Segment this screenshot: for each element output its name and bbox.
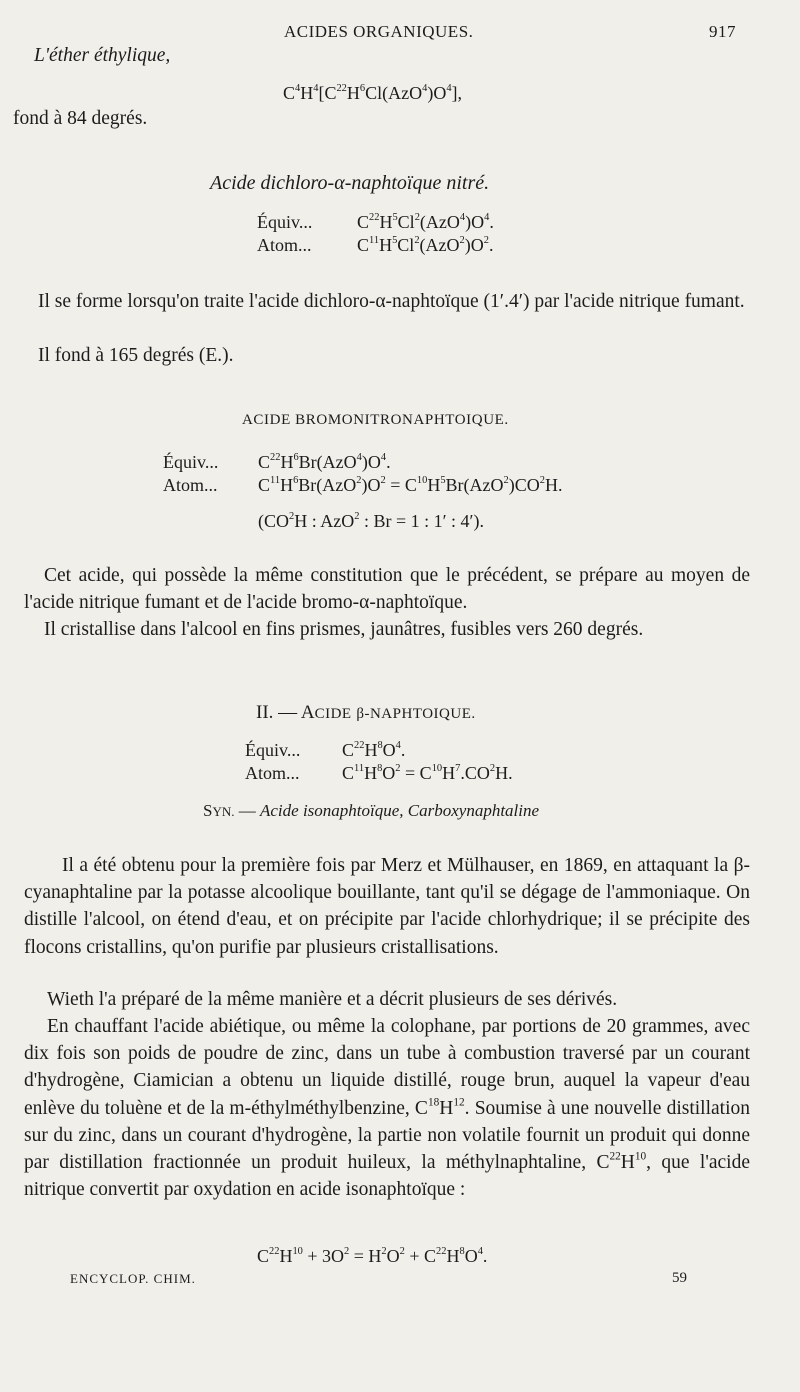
dichloro-paragraph-1: Il se forme lorsqu'on traite l'acide dichloro-α-naphtoïque (1′.4′) par l'acide nitrique fumant. <box>38 291 745 312</box>
footer-sheet-number: 59 <box>672 1270 687 1286</box>
ether-melting-point: fond à 84 degrés. <box>13 108 148 129</box>
beta-equiv-formula: $C^{22}H^8O^4$. <box>342 740 406 760</box>
bromo-equiv-formula: $C^{22}H^6Br(AzO^4)O^4$. <box>258 452 391 472</box>
footer-signature: ENCYCLOP. CHIM. <box>70 1271 196 1286</box>
dichloro-atom-label: Atom... <box>257 235 312 255</box>
bromo-atom-label: Atom... <box>163 475 218 495</box>
section-title-ether: L'éther éthylique, <box>34 45 171 66</box>
bromo-paragraph-2: Il cristallise dans l'alcool en fins prismes, jaunâtres, fusibles vers 260 degrés. <box>44 619 644 640</box>
section-title-dichloro: Acide dichloro-α-naphtoïque nitré. <box>210 172 490 194</box>
bromo-paragraph-1: Cet acide, qui possède la même constitution que le précédent, se prépare au moyen de l'acide nitrique fumant et de l'acide bromo-α-naphtoïque. <box>24 565 750 614</box>
bromo-equiv-label: Équiv... <box>163 452 219 472</box>
beta-atom-label: Atom... <box>245 763 300 783</box>
dichloro-atom-formula: $C^{11}H^5Cl^2(AzO^2)O^2$. <box>357 235 494 255</box>
synonyms-line: SYN. — Acide isonaphtoïque, Carboxynaphtaline <box>203 801 540 820</box>
oxidation-equation: $C^{22}H^{10} + 3O^2 = H^2O^2 + C^{22}H^8O^4$. <box>257 1246 488 1266</box>
formula-ether: $C^4H^4[C^{22}H^6Cl(AzO^4)O^4]$, <box>283 83 463 103</box>
section-title-bromo: ACIDE BROMONITRONAPHTOIQUE. <box>242 412 509 428</box>
beta-equiv-label: Équiv... <box>245 740 301 760</box>
bromo-atom-formula: $C^{11}H^6Br(AzO^2)O^2 = C^{10}H^5Br(AzO^2)CO^2H$. <box>258 475 563 495</box>
dichloro-equiv-formula: $C^{22}H^5Cl^2(AzO^4)O^4$. <box>357 212 494 232</box>
section-number: II. — <box>256 702 298 723</box>
dichloro-paragraph-2: Il fond à 165 degrés (E.). <box>38 345 234 366</box>
section-title-beta: II. — ACIDE β-NAPHTOIQUE. <box>256 702 476 723</box>
dichloro-equiv-label: Équiv... <box>257 212 313 232</box>
beta-paragraph-3: En chauffant l'acide abiétique, ou même la colophane, par portions de 20 grammes, avec dix fois son poids de poudre de zinc, dans un tube à combustion traversé par un courant d'hydrogène, Ciamician a obtenu un liquide distillé, rouge brun, auquel la vapeur d'eau enlève du toluène et de la m-éthylméthylbenzine, $C^{18}H^{12}$. Soumise à une nouvelle distillation sur du zinc, dans un courant d'hydrogène, la partie non volatile fournit un produit qui donne par distillation fractionnée un produit huileux, la méthylnaphtaline, $C^{22}H^{10}$, que l'acide nitrique convertit par oxydation en acide isonaphtoïque : <box>24 1016 750 1201</box>
page-number: 917 <box>709 22 736 41</box>
beta-atom-formula: $C^{11}H^8O^2 = C^{10}H^7.CO^2H$. <box>342 763 513 783</box>
beta-paragraph-2: Wieth l'a préparé de la même manière et a décrit plusieurs de ses dérivés. <box>47 989 618 1010</box>
bromo-position-formula: ($CO^2H$ : AzO$^2$ : Br = 1 : 1′ : 4′). <box>258 511 484 531</box>
running-title: ACIDES ORGANIQUES. <box>284 22 474 41</box>
beta-paragraph-1: Il a été obtenu pour la première fois par Merz et Mülhauser, en 1869, en attaquant la β-cyanaphtaline par la potasse alcoolique bouillante, tant qu'il se dégage de l'ammoniaque. On distille l'alcool, on étend d'eau, et on précipite par l'acide chlorhydrique; il se précipite des flocons cristallins, qu'on purifie par plusieurs cristallisations. <box>24 855 750 958</box>
